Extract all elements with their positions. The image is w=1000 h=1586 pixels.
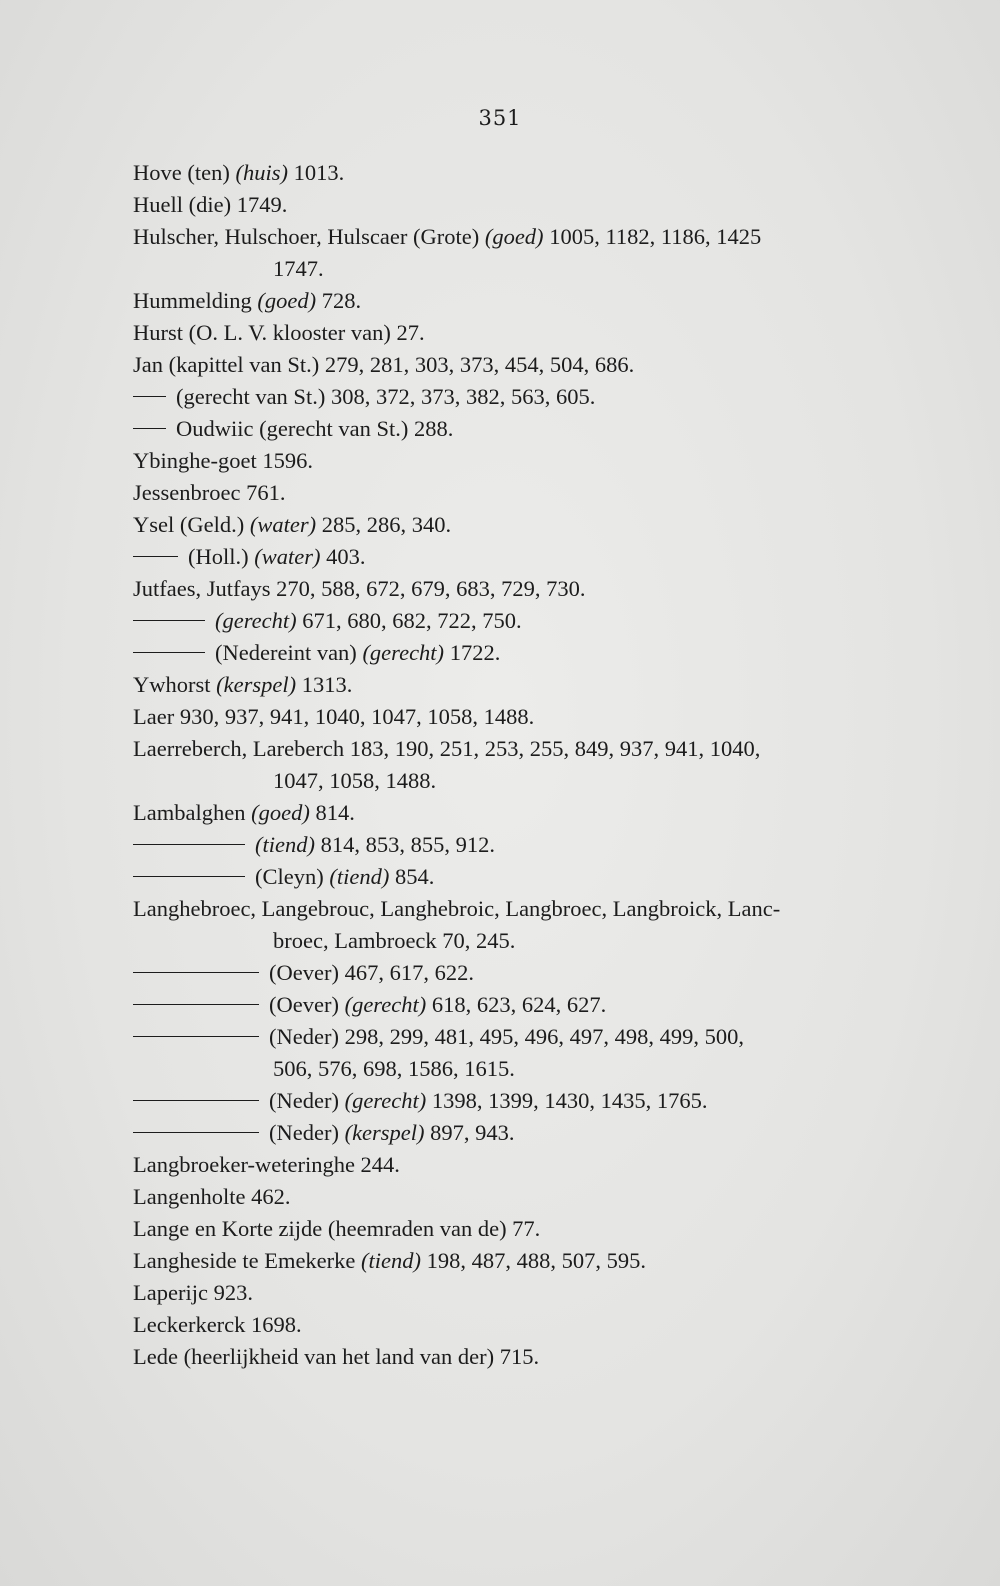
index-entry: Hove (ten) (huis) 1013. <box>133 160 345 185</box>
index-entry: (Neder) (kerspel) 897, 943. <box>133 1117 853 1149</box>
index-entry: (Oever) 467, 617, 622. <box>133 957 853 989</box>
index-entry: Hulscher, Hulschoer, Hulscaer (Grote) (goed) 1005, 1182, 1186, 1425 1747. <box>133 224 762 281</box>
index-entry: Hummelding (goed) 728. <box>133 288 362 313</box>
repeat-dash <box>133 1004 259 1005</box>
index-entry: Ywhorst (kerspel) 1313. <box>133 672 353 697</box>
repeat-dash <box>133 1132 259 1133</box>
index-entry: Jessenbroec 761. <box>133 480 286 505</box>
repeat-dash <box>133 1036 259 1037</box>
index-entry: Huell (die) 1749. <box>133 192 288 217</box>
repeat-dash <box>133 556 178 557</box>
index-entry: Laerreberch, Lareberch 183, 190, 251, 253, 255, 849, 937, 941, 1040, 1047, 1058, 1488. <box>133 736 761 793</box>
index-entry: Laer 930, 937, 941, 1040, 1047, 1058, 1488. <box>133 704 535 729</box>
page-number: 351 <box>478 106 522 130</box>
index-entry: (gerecht van St.) 308, 372, 373, 382, 563, 605. <box>133 381 853 413</box>
index-entry: (Neder) 298, 299, 481, 495, 496, 497, 498, 499, 500, 506, 576, 698, 1586, 1615. <box>133 1021 853 1085</box>
index-entry: Ybinghe-goet 1596. <box>133 448 313 473</box>
index-entry: Jutfaes, Jutfays 270, 588, 672, 679, 683, 729, 730. <box>133 576 586 601</box>
index-entry: (tiend) 814, 853, 855, 912. <box>133 829 853 861</box>
repeat-dash <box>133 876 245 877</box>
index-entry: (Nedereint van) (gerecht) 1722. <box>133 637 853 669</box>
index-entry: Langheside te Emekerke (tiend) 198, 487, 488, 507, 595. <box>133 1248 647 1273</box>
index-entry: (Neder) (gerecht) 1398, 1399, 1430, 1435, 1765. <box>133 1085 853 1117</box>
index-entry: (Oever) (gerecht) 618, 623, 624, 627. <box>133 989 853 1021</box>
index-entry: Langhebroec, Langebrouc, Langhebroic, Langbroec, Langbroick, Lanc- broec, Lambroeck 70, 245. <box>133 896 781 953</box>
index-entry: Ysel (Geld.) (water) 285, 286, 340. <box>133 512 452 537</box>
index-entry: Lede (heerlijkheid van het land van der) 715. <box>133 1344 540 1369</box>
index-entry: Lange en Korte zijde (heemraden van de) 77. <box>133 1216 541 1241</box>
repeat-dash <box>133 652 205 653</box>
index-entry: Leckerkerck 1698. <box>133 1312 302 1337</box>
index-entry: (Holl.) (water) 403. <box>133 541 853 573</box>
repeat-dash <box>133 428 166 429</box>
index-entry: (Cleyn) (tiend) 854. <box>133 861 853 893</box>
repeat-dash <box>133 1100 259 1101</box>
index-entry: Langenholte 462. <box>133 1184 291 1209</box>
index-entry: Langbroeker-weteringhe 244. <box>133 1152 400 1177</box>
index-entry: (gerecht) 671, 680, 682, 722, 750. <box>133 605 853 637</box>
repeat-dash <box>133 396 166 397</box>
index-entry: Laperijc 923. <box>133 1280 253 1305</box>
index-entry: Oudwiic (gerecht van St.) 288. <box>133 413 853 445</box>
index-entry: Jan (kapittel van St.) 279, 281, 303, 373, 454, 504, 686. <box>133 352 635 377</box>
repeat-dash <box>133 972 259 973</box>
repeat-dash <box>133 620 205 621</box>
index-entry: Lambalghen (goed) 814. <box>133 800 355 825</box>
index-entry: Hurst (O. L. V. klooster van) 27. <box>133 320 425 345</box>
repeat-dash <box>133 844 245 845</box>
index-entries <box>133 157 853 1373</box>
